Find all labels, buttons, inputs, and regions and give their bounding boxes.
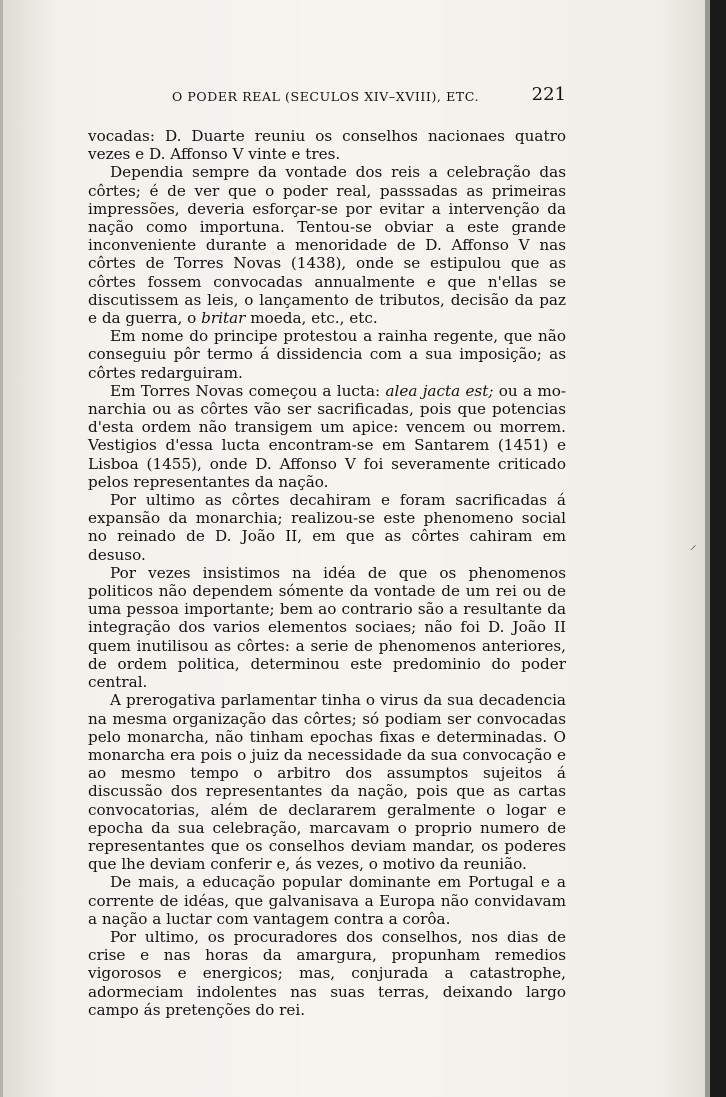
text-run: A prerogativa parlamentar tinha o virus da sua decadencia na mesma organização das côrtes; só podiam ser convocadas pelo monarcha, não tinham epochas fixas e determinadas. O monarcha era pois o juiz da necessidade da sua convocação e ao mesmo tempo o arbitro dos assumptos sujeitos á discussão dos representantes da nação, pois que as cartas convocatorias, além de declararem geralmente o logar e epocha da sua celebração, marcavam o proprio numero de representantes que os conselhos deviam mandar, os poderes que lhe deviam conferir e, ás vezes, o motivo da reunião. (88, 691, 566, 874)
italic-text: alea jacta est; (385, 381, 494, 400)
text-run: moeda, etc., etc. (245, 309, 378, 328)
paragraph (88, 928, 566, 1019)
text-run: Por ultimo, os procuradores dos conselhos, nos dias de crise e nas horas da amargura, propunham remedios vigorosos e energicos; mas, conjurada a catastrophe, adormeciam indolentes nas suas terras, deixando largo campo ás pretenções do rei. (88, 927, 566, 1019)
paragraph (88, 873, 566, 928)
paragraph (88, 564, 566, 691)
italic-text: britar (201, 309, 246, 328)
paragraph (88, 382, 566, 491)
text-run: Por ultimo as côrtes decahiram e foram sacrificadas á expansão da monarchia; realizou-se este phenomeno social no reinado de D. João II, em que as côrtes cahiram em desuso. (88, 491, 566, 564)
text-run: vocadas: D. Duarte reuniu os conselhos nacionaes quatro vezes e D. Affonso V vinte e tres. (88, 127, 566, 164)
text-run: De mais, a educação popular dominante em Portugal e a corrente de idéas, que galvanisava a Europa não convidavam a nação a luctar com vantagem contra a corôa. (88, 873, 566, 928)
text-run: Dependia sempre da vontade dos reis a celebração das côrtes; é de ver que o poder real, passsadas as primeiras impressões, deveria esforçar-se por evitar a intervenção da nação como importuna. Tentou-se obviar a este grande inconveniente durante a menoridade de D. Affonso V nas côrtes de Torres Novas (1438), onde se estipulou que as côrtes fossem convocadas annualmente e que n'ellas se discutissem as leis, o lançamento de tributos, decisão da paz e da guerra, o (88, 163, 566, 328)
stray-mark: ⸝ (690, 538, 697, 553)
page-header (88, 84, 566, 108)
text-run: Em nome do principe protestou a rainha regente, que não conseguiu pôr termo á dissidencia com a sua imposição; as côrtes redarguiram. (88, 327, 566, 382)
right-page-edge (710, 0, 726, 1097)
paragraph (88, 691, 566, 873)
body-text (88, 127, 566, 1019)
paragraph (88, 163, 566, 327)
left-page-edge (0, 0, 3, 1097)
paragraph (88, 327, 566, 382)
page-number: 221 (531, 84, 566, 105)
paragraph (88, 491, 566, 564)
text-run: Por vezes insistimos na idéa de que os phenomenos politicos não dependem sómente da vontade de um rei ou de uma pessoa importante; bem ao contrario são a resultante da integração dos varios elementos sociaes; não foi D. João II quem inutilisou as côrtes: a serie de phenomenos anteriores, de ordem politica, determinou este predominio do poder central. (88, 563, 566, 692)
text-run: Em Torres Novas começou a lucta: (110, 381, 386, 400)
text-run: ou a monarchia ou as côrtes vão ser sacrificadas, pois que potencias d'esta ordem não transigem um apice: vencem ou morrem. Vestigios d'essa lucta encontram-se em Santarem (1451) e Lisboa (1455), onde D. Affonso V foi severamente criticado pelos representantes da nação. (88, 381, 567, 491)
paragraph (88, 127, 566, 163)
running-title: O PODER REAL (SECULOS XIV–XVIII), ETC. (172, 89, 480, 104)
